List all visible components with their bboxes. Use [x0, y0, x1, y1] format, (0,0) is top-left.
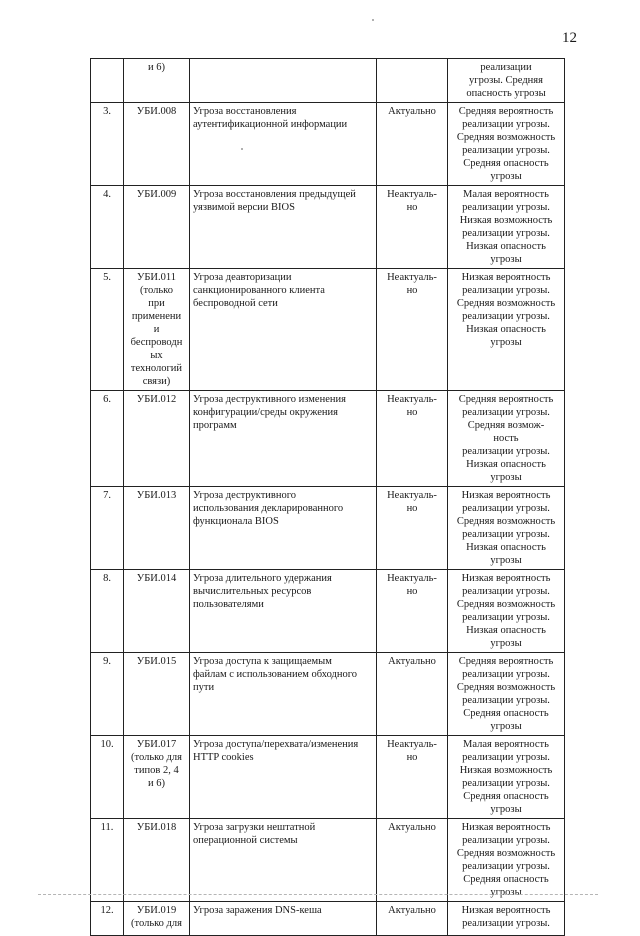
row-number-text: 11. [100, 822, 114, 833]
row-number-text: 12. [100, 905, 114, 916]
threat-assessment-text: Малая вероятность реализации угрозы. Низкая возможность реализации угрозы. Низкая опасность угрозы [459, 189, 553, 265]
threat-relevance [377, 487, 448, 570]
threat-id [124, 103, 190, 186]
table-row [91, 736, 565, 819]
row-number [91, 59, 124, 103]
threat-relevance-text: Актуально [388, 106, 436, 117]
table-row [91, 103, 565, 186]
threat-relevance-text: Актуально [388, 822, 436, 833]
threat-assessment-text: Низкая вероятность реализации угрозы. Средняя возможность реализации угрозы. Средняя опасность угрозы [456, 822, 556, 898]
threat-name-text: Угроза длительного удержания вычислительных ресурсов пользователями [193, 573, 332, 610]
threat-relevance [377, 736, 448, 819]
threat-assessment [448, 59, 565, 103]
row-number [91, 736, 124, 819]
threat-name-text: Угроза загрузки нештатной операционной системы [193, 822, 316, 846]
row-number-text: 8. [103, 573, 111, 584]
row-number [91, 819, 124, 902]
page-number: 12 [562, 30, 577, 46]
threat-assessment-text: Низкая вероятность реализации угрозы. [461, 905, 551, 929]
table-row [91, 487, 565, 570]
threat-id-text: УБИ.014 [136, 573, 177, 584]
threat-id-text: УБИ.015 [136, 656, 177, 667]
table-row [91, 653, 565, 736]
row-number [91, 902, 124, 936]
threat-name [190, 487, 377, 570]
row-number-text: 6. [103, 394, 111, 405]
table-row [91, 186, 565, 269]
threat-relevance [377, 819, 448, 902]
threat-id [124, 487, 190, 570]
threat-relevance-text: Актуально [388, 905, 436, 916]
threat-id-text: УБИ.017 (только для типов 2, 4 и 6) [131, 739, 182, 789]
threat-id [124, 59, 190, 103]
threat-assessment [448, 487, 565, 570]
threat-name-text: Угроза деавторизации санкционированного клиента беспроводной сети [193, 272, 325, 309]
threat-assessment [448, 103, 565, 186]
threat-assessment-text: Средняя вероятность реализации угрозы. Средняя возможность реализации угрозы. Средняя опасность угрозы [456, 656, 556, 732]
threat-name-text: Угроза заражения DNS-кеша [193, 905, 322, 916]
threat-id-text: УБИ.018 [136, 822, 177, 833]
table-row [91, 391, 565, 487]
threat-name [190, 391, 377, 487]
threat-name-text: Угроза деструктивного использования декларированного функционала BIOS [193, 490, 344, 527]
threat-name-text: Угроза восстановления аутентификационной информации [193, 106, 348, 130]
threat-assessment-text: Средняя вероятность реализации угрозы. Средняя возмож- ность реализации угрозы. Низкая опасность угрозы [458, 394, 554, 483]
row-number-text: 7. [103, 490, 111, 501]
table-row [91, 902, 565, 936]
threat-id [124, 391, 190, 487]
row-number-text: 3. [103, 106, 111, 117]
threat-relevance-text: Неактуаль- но [387, 189, 437, 213]
scan-speck [241, 148, 243, 150]
threat-id [124, 186, 190, 269]
threat-assessment-text: Низкая вероятность реализации угрозы. Средняя возможность реализации угрозы. Низкая опасность угрозы [456, 490, 556, 566]
threat-name [190, 186, 377, 269]
threat-name-text: Угроза доступа к защищаемым файлам с использованием обходного пути [193, 656, 358, 693]
row-number [91, 186, 124, 269]
threat-assessment-text: Низкая вероятность реализации угрозы. Средняя возможность реализации угрозы. Низкая опасность угрозы [456, 272, 556, 348]
threat-table [90, 58, 565, 936]
row-number [91, 391, 124, 487]
threat-assessment [448, 570, 565, 653]
threat-assessment [448, 186, 565, 269]
threat-assessment [448, 269, 565, 391]
threat-relevance-text: Неактуаль- но [387, 573, 437, 597]
row-number [91, 487, 124, 570]
threat-id-text: УБИ.011 (только при применени и беспроводн ых технологий связи) [130, 272, 183, 387]
row-number [91, 269, 124, 391]
row-number-text: 10. [100, 739, 114, 750]
row-number [91, 103, 124, 186]
threat-id [124, 902, 190, 936]
threat-table-body [91, 59, 565, 936]
threat-relevance [377, 269, 448, 391]
threat-assessment [448, 653, 565, 736]
threat-id-text: УБИ.013 [136, 490, 177, 501]
threat-id-text: УБИ.012 [136, 394, 177, 405]
threat-name-text: Угроза доступа/перехвата/изменения HTTP cookies [193, 739, 359, 763]
threat-relevance-text: Неактуаль- но [387, 394, 437, 418]
threat-relevance [377, 59, 448, 103]
threat-relevance-text: Неактуаль- но [387, 272, 437, 296]
threat-name-text: Угроза деструктивного изменения конфигурации/среды окружения программ [193, 394, 346, 431]
table-row [91, 570, 565, 653]
threat-relevance [377, 391, 448, 487]
threat-assessment-text: реализации угрозы. Средняя опасность угрозы [466, 62, 546, 99]
threat-assessment [448, 819, 565, 902]
row-number [91, 653, 124, 736]
threat-name [190, 902, 377, 936]
threat-assessment-text: Средняя вероятность реализации угрозы. Средняя возможность реализации угрозы. Средняя опасность угрозы [456, 106, 556, 182]
threat-id [124, 269, 190, 391]
threat-relevance-text: Актуально [388, 656, 436, 667]
table-row [91, 269, 565, 391]
threat-id [124, 736, 190, 819]
table-row [91, 819, 565, 902]
threat-id-text: УБИ.019 (только для [131, 905, 182, 929]
bottom-scan-line [38, 894, 598, 895]
threat-assessment-text: Малая вероятность реализации угрозы. Низкая возможность реализации угрозы. Средняя опасность угрозы [459, 739, 553, 815]
threat-id [124, 819, 190, 902]
threat-name [190, 570, 377, 653]
threat-relevance [377, 653, 448, 736]
threat-relevance-text: Неактуаль- но [387, 490, 437, 514]
threat-relevance [377, 103, 448, 186]
threat-relevance [377, 186, 448, 269]
threat-id-text: и 6) [148, 62, 165, 73]
threat-relevance-text: Неактуаль- но [387, 739, 437, 763]
threat-assessment-text: Низкая вероятность реализации угрозы. Средняя возможность реализации угрозы. Низкая опасность угрозы [456, 573, 556, 649]
threat-id-text: УБИ.008 [136, 106, 177, 117]
threat-assessment [448, 902, 565, 936]
table-row [91, 59, 565, 103]
threat-relevance [377, 902, 448, 936]
threat-name [190, 269, 377, 391]
row-number [91, 570, 124, 653]
threat-name [190, 59, 377, 103]
threat-name [190, 103, 377, 186]
threat-assessment [448, 391, 565, 487]
threat-assessment [448, 736, 565, 819]
row-number-text: 5. [103, 272, 111, 283]
threat-name-text: Угроза восстановления предыдущей уязвимой версии BIOS [193, 189, 356, 213]
threat-name [190, 653, 377, 736]
threat-id-text: УБИ.009 [136, 189, 177, 200]
threat-id [124, 570, 190, 653]
threat-relevance [377, 570, 448, 653]
scan-speck [372, 19, 374, 21]
row-number-text: 9. [103, 656, 111, 667]
row-number-text: 4. [103, 189, 111, 200]
threat-name [190, 819, 377, 902]
threat-id [124, 653, 190, 736]
threat-name [190, 736, 377, 819]
